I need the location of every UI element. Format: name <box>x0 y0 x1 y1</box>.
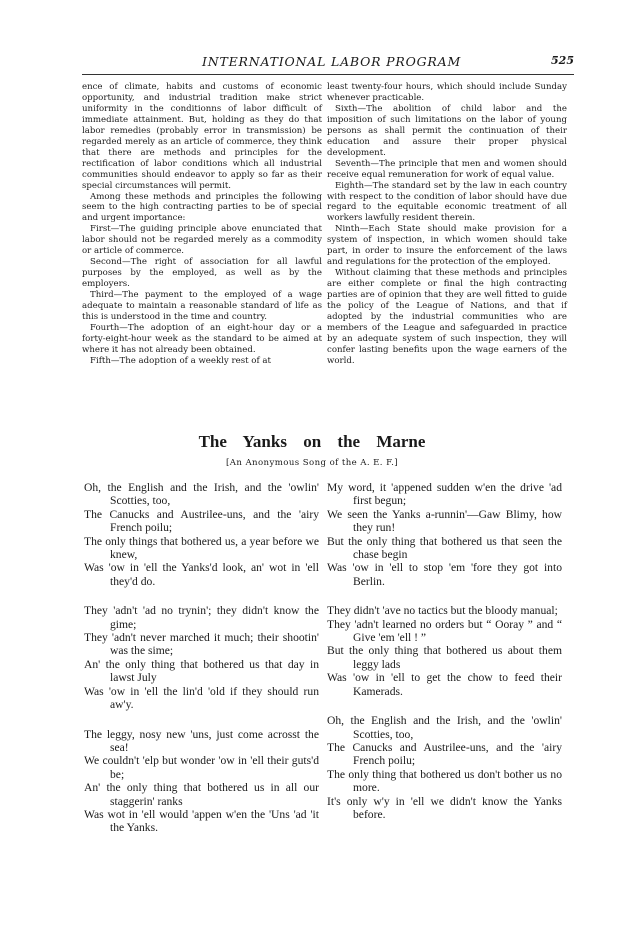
paragraph: First—The guiding principle above enunciated that labor should not be regarded merely as a commodity or article of commerce. <box>82 224 322 257</box>
verse-line: Was 'ow in 'ell to get the chow to feed their Kamerads. <box>327 671 562 698</box>
verse-line: The Canucks and Austrilee-uns, and the 'airy French poilu; <box>327 740 562 768</box>
article-right-column <box>327 82 567 367</box>
header-rule <box>82 74 574 75</box>
running-header <box>82 50 574 70</box>
verse-line: We couldn't 'elp but wonder 'ow in 'ell their guts'd be; <box>84 754 319 781</box>
verse-line: They 'adn't learned no orders but “ Ooray ” and “ Give 'em 'ell ! ” <box>327 617 562 645</box>
poem-subtitle: [An Anonymous Song of the A. E. F.] <box>226 458 398 468</box>
paragraph: Among these methods and principles the following seem to the high contracting parties to be of special and urgent importance: <box>82 191 322 224</box>
paragraph: Ninth—Each State should make provision for a system of inspection, in which women should take part, in order to insure the enforcement of the laws and regulations for the protection of the employed. <box>327 224 567 268</box>
article-left-column <box>82 82 322 367</box>
verse-line: An' the only thing that bothered us in all our staggerin' ranks <box>84 781 319 808</box>
verse-line: The Canucks and Austrilee-uns, and the 'airy French poilu; <box>84 507 319 535</box>
verse-line: They didn't 'ave no tactics but the bloody manual; <box>327 604 558 618</box>
running-title: INTERNATIONAL LABOR PROGRAM <box>202 54 462 69</box>
paragraph: least twenty-four hours, which should include Sunday whenever practicable. <box>327 82 567 103</box>
stanza <box>327 714 562 821</box>
verse-line: Was wot in 'ell would 'appen w'en the 'Uns 'ad 'it the Yanks. <box>84 807 319 835</box>
verse-line: Was 'ow in 'ell the lin'd 'old if they should run aw'y. <box>84 684 319 712</box>
verse-line: Was 'ow in 'ell to stop 'em 'fore they got into Berlin. <box>327 561 562 588</box>
poem-title: The Yanks on the Marne <box>198 432 426 451</box>
stanza <box>84 604 319 711</box>
poem-right-column <box>327 481 562 837</box>
verse-line: The leggy, nosy new 'uns, just come acrosst the sea! <box>84 727 319 754</box>
stanza <box>84 728 319 835</box>
stanza <box>84 481 319 588</box>
verse-line: We seen the Yanks a-runnin'—Gaw Blimy, how they run! <box>327 507 562 535</box>
verse-line: Oh, the English and the Irish, and the 'owlin' Scotties, too, <box>327 714 562 741</box>
paragraph: Second—The right of association for all lawful purposes by the employed, as well as by the employers. <box>82 257 322 290</box>
poem-left-column <box>84 481 319 851</box>
paragraph: Fifth—The adoption of a weekly rest of at <box>90 355 271 366</box>
verse-line: But the only thing that bothered us about them leggy lads <box>327 644 562 671</box>
paragraph: Sixth—The abolition of child labor and the imposition of such limitations on the labor of young persons as shall permit the continuation of their education and assure their proper physical development. <box>327 103 567 158</box>
verse-line: An' the only thing that bothered us that day in lawst July <box>84 657 319 685</box>
verse-line: The only thing that bothered us don't bother us no more. <box>327 767 562 795</box>
paragraph: Fourth—The adoption of an eight-hour day or a forty-eight-hour week as the standard to be aimed at where it has not already been obtained. <box>82 322 322 355</box>
page-number: 525 <box>551 54 574 67</box>
verse-line: It's only w'y in 'ell we didn't know the Yanks before. <box>327 794 562 821</box>
verse-line: My word, it 'appened sudden w'en the drive 'ad first begun; <box>327 481 562 508</box>
paragraph: Seventh—The principle that men and women should receive equal remuneration for work of equal value. <box>327 158 567 180</box>
verse-line: The only things that bothered us, a year before we knew, <box>84 534 319 562</box>
paragraph: ence of climate, habits and customs of economic opportunity, and industrial tradition make strict uniformity in the conditionns of labor difficult of immediate attainment. But, holding as they do that labor remedies (probably error in transmission) be regarded merely as an article of commerce, they think that there are methods and principles for the rectification of labor conditions which all industrial communities should endeavor to apply so far as their special circumstances will permit. <box>82 82 322 191</box>
verse-line: They 'adn't 'ad no trynin'; they didn't know the gime; <box>84 604 319 631</box>
verse-line: Was 'ow in 'ell the Yanks'd look, an' wot in 'ell they'd do. <box>84 561 319 588</box>
paragraph: Third—The payment to the employed of a wage adequate to maintain a reasonable standard of life as this is understood in the time and country. <box>82 290 322 323</box>
paragraph: Without claiming that these methods and principles are either complete or final the high contracting parties are of opinion that they are well fitted to guide the policy of the League of Nations, and that if adopted by the industrial communities who are members of the League and safeguarded in practice by an adequate system of such inspection, they will confer lasting benefits upon the wage earners of the world. <box>327 268 567 366</box>
stanza <box>327 481 562 588</box>
verse-line: But the only thing that bothered us that seen the chase begin <box>327 534 562 562</box>
verse-line: They 'adn't never marched it much; their shootin' was the sime; <box>84 631 319 658</box>
stanza <box>327 604 562 698</box>
verse-line: Oh, the English and the Irish, and the 'owlin' Scotties, too, <box>84 481 319 508</box>
paragraph: Eighth—The standard set by the law in each country with respect to the condition of labor should have due regard to the equitable economic treatment of all workers lawfully resident therein. <box>327 180 567 224</box>
